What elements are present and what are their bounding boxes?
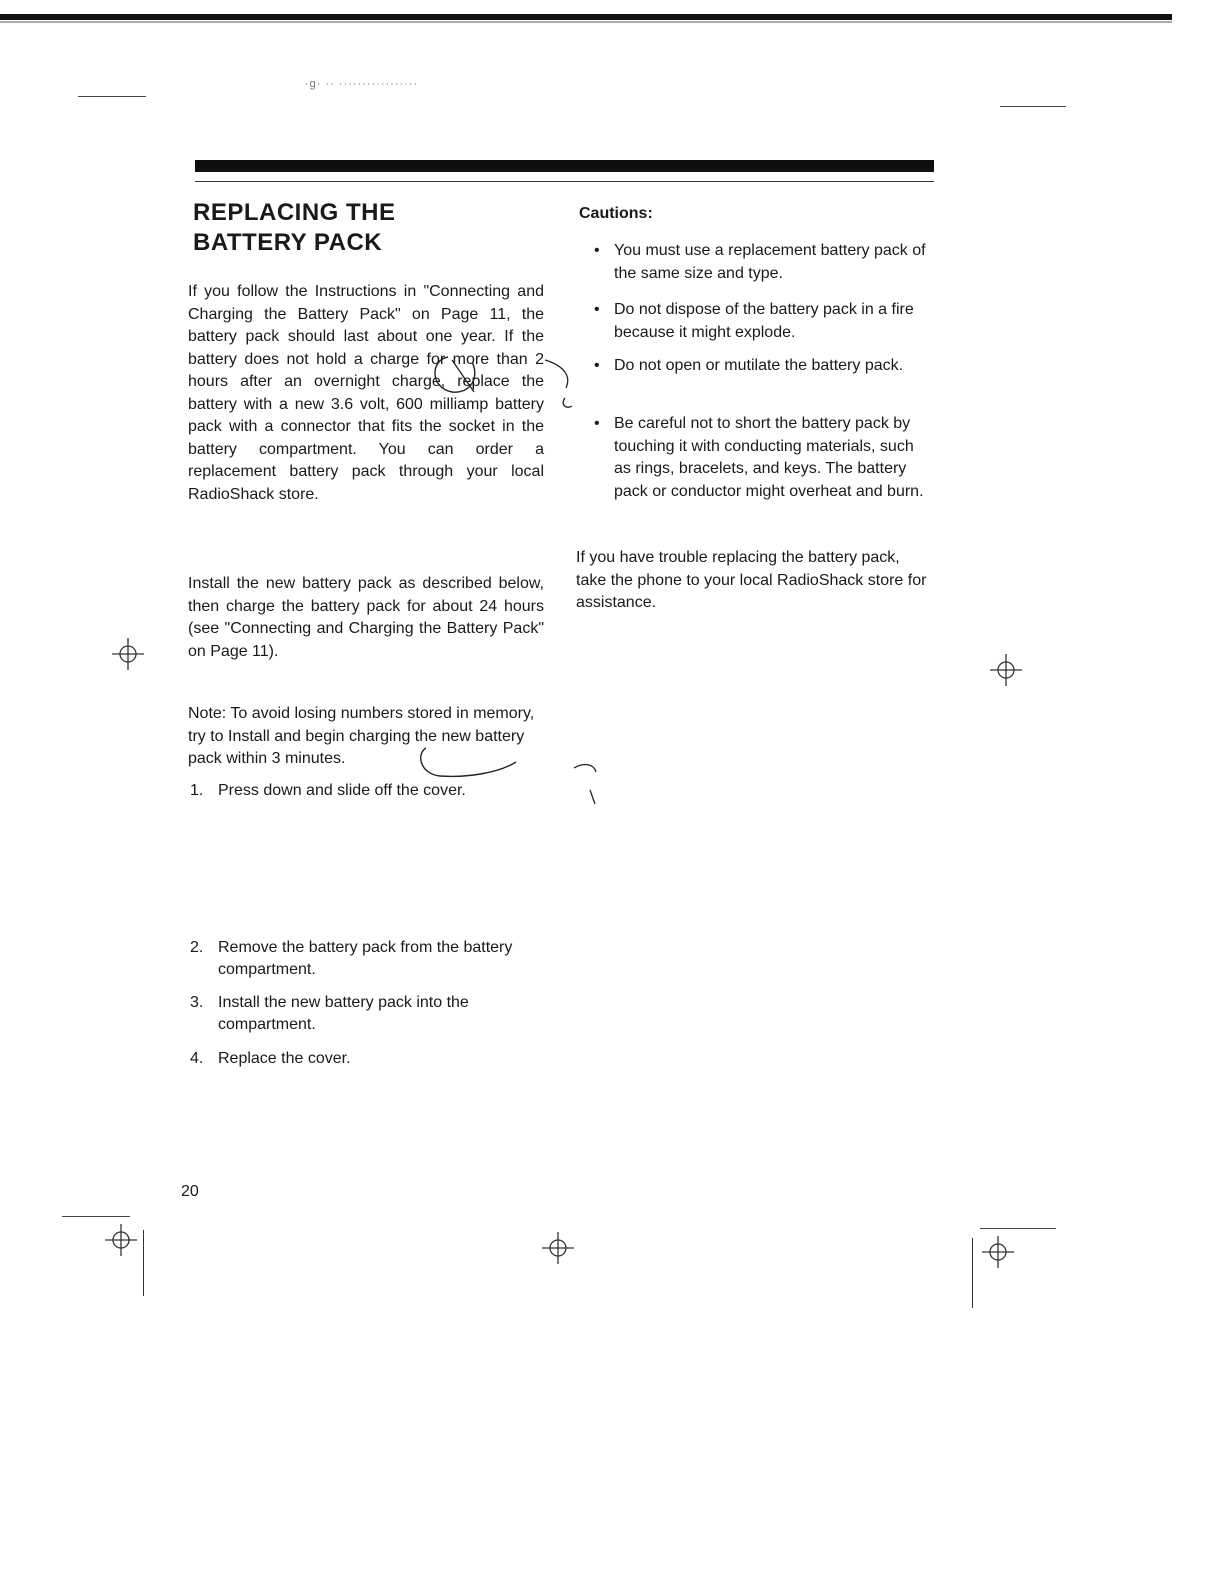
install-paragraph: [188, 573, 544, 663]
title-line-2: BATTERY PACK: [193, 229, 383, 256]
crop-mark-bottom-right: [980, 1228, 1056, 1229]
page-number: 20: [181, 1183, 199, 1200]
header-rule-thin: [195, 181, 934, 182]
cautions-heading: Cautions:: [579, 205, 653, 222]
note-paragraph: [188, 703, 544, 771]
step-1: [190, 780, 542, 802]
registration-mark-icon: [988, 652, 1024, 688]
title-line-1: REPLACING THE: [193, 199, 396, 226]
crop-mark-bottom-right-vertical: [972, 1238, 973, 1308]
registration-mark-icon: [110, 636, 146, 672]
top-scan-bar: [0, 14, 1172, 20]
crop-mark-top-left: [78, 96, 146, 97]
pen-mark: [574, 765, 596, 772]
pen-bracket: [545, 360, 568, 388]
crop-mark-bottom-left-vertical: [143, 1230, 144, 1296]
bullet-dot: •: [594, 301, 600, 318]
step-number: 3.: [190, 994, 204, 1011]
page-title: [193, 198, 396, 258]
intro-text: If you follow the Instructions in "Connecting and Charging the Battery Pack" on Page 11, the battery pack should last about one year. If the battery does not hold a charge for more than 2 hours after an overnight charge, replace the battery with a new 3.6 volt, 600 milliamp battery pack with a connector that fits the socket in the battery compartment. You can order a replacement battery pack through your local RadioShack store.: [188, 283, 544, 503]
step-text: Replace the cover.: [218, 1050, 351, 1067]
step-4: [190, 1048, 542, 1070]
registration-mark-icon: [103, 1222, 139, 1258]
caution-item: [594, 240, 934, 285]
note-text: Note: To avoid losing numbers stored in memory, try to Install and begin charging the new battery pack within 3 minutes.: [188, 705, 535, 767]
pen-mark: [590, 790, 595, 804]
pen-mark: [563, 398, 572, 407]
caution-item: [594, 413, 934, 503]
caution-text: Do not dispose of the battery pack in a fire because it might explode.: [614, 301, 914, 341]
step-number: 2.: [190, 939, 204, 956]
registration-mark-icon: [980, 1234, 1016, 1270]
caution-item: [594, 299, 934, 344]
caution-item: [594, 355, 934, 378]
bullet-dot: •: [594, 357, 600, 374]
caution-text: Do not open or mutilate the battery pack.: [614, 357, 904, 374]
closing-paragraph: [576, 547, 934, 615]
step-text: Press down and slide off the cover.: [218, 782, 466, 799]
bullet-dot: •: [594, 242, 600, 259]
step-text: Install the new battery pack into the compartment.: [218, 994, 469, 1033]
faint-running-header: ·g· ·· ·················: [305, 78, 419, 90]
closing-text: If you have trouble replacing the battery pack, take the phone to your local RadioShack store for assistance.: [576, 549, 927, 611]
crop-mark-bottom-left: [62, 1216, 130, 1217]
step-text: Remove the battery pack from the battery compartment.: [218, 939, 513, 978]
step-3: [190, 992, 542, 1036]
step-number: 4.: [190, 1050, 204, 1067]
caution-text: Be careful not to short the battery pack by touching it with conducting materials, such as rings, bracelets, and keys. The battery pack or conductor might overheat and burn.: [614, 415, 924, 500]
step-2: [190, 937, 542, 981]
top-scan-bar-shadow: [0, 21, 1172, 23]
caution-text: You must use a replacement battery pack of the same size and type.: [614, 242, 926, 282]
crop-mark-top-right: [1000, 106, 1066, 107]
install-text: Install the new battery pack as described below, then charge the battery pack for about 24 hours (see "Connecting and Charging the Battery Pack" on Page 11).: [188, 575, 544, 660]
header-rule-thick: [195, 160, 934, 172]
intro-paragraph: [188, 281, 544, 506]
step-number: 1.: [190, 782, 204, 799]
bullet-dot: •: [594, 415, 600, 432]
registration-mark-icon: [540, 1230, 576, 1266]
